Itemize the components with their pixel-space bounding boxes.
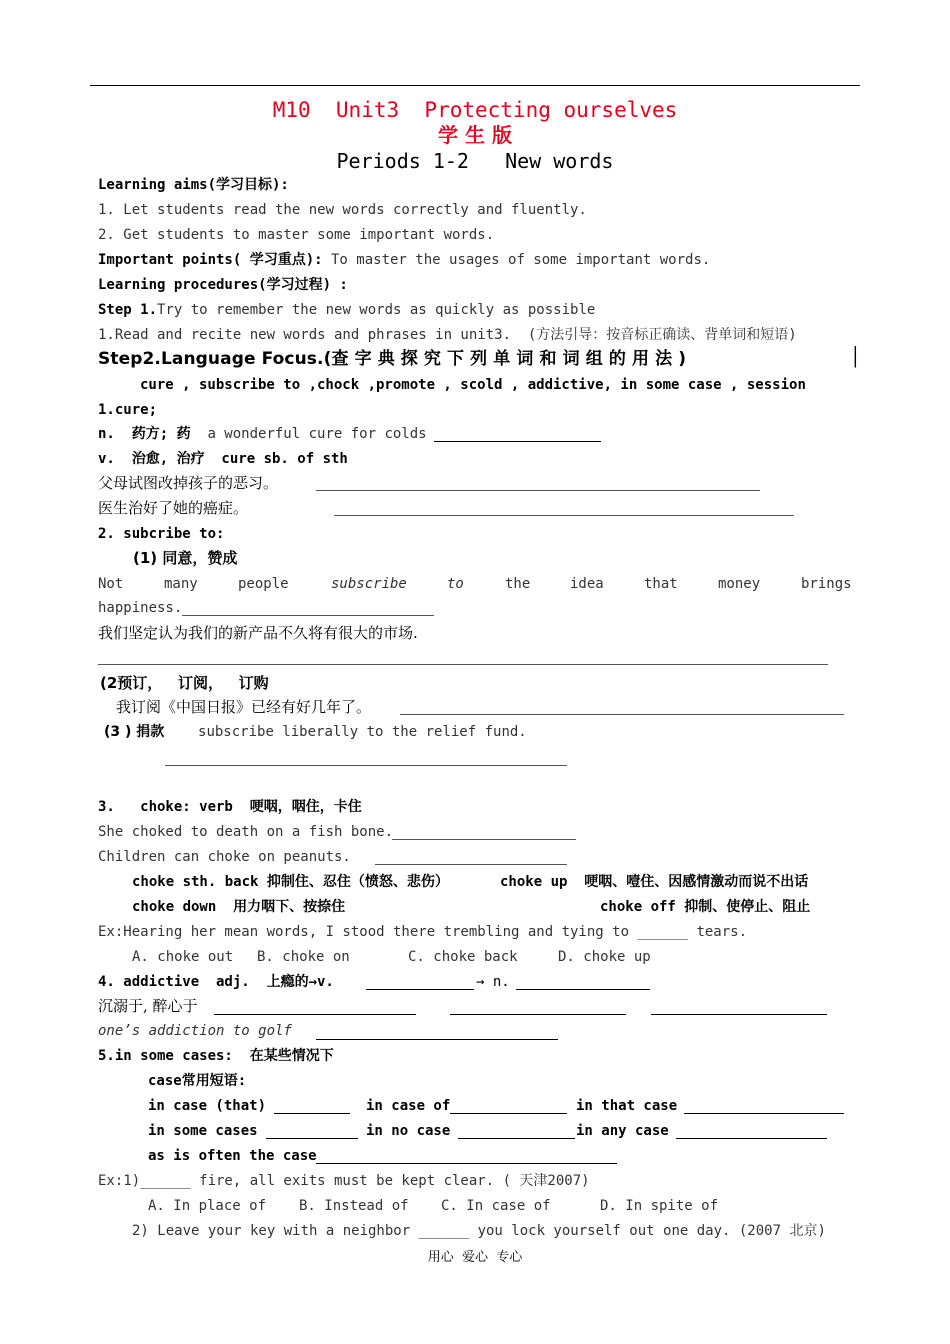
page-subtitle: 学 生 版 [438,123,512,147]
choke-phrase-1a: choke sth. back 抑制住、忍住（愤怒、悲伤） [132,874,449,890]
answer-blank[interactable] [266,1138,358,1139]
case-phrase: as is often the case [148,1148,317,1164]
step1-text: Try to remember the new words as quickly as possible [157,302,596,318]
case-phrase: in case (that) [148,1098,267,1114]
aims-label: Learning aims(学习目标): [98,177,289,193]
cure-heading: 1.cure; [98,402,158,418]
answer-blank[interactable] [316,490,760,491]
step2-bar: │ [850,347,861,368]
aim-1: 1. Let students read the new words correctly and fluently. [98,202,587,218]
answer-blank[interactable] [450,1113,567,1114]
step1-label: Step 1. [98,302,158,318]
choke-example-1: She choked to death on a fish bone. [98,824,394,840]
addictive-noun-arrow: → n. [476,974,510,990]
subscribe-example-word: many [164,576,198,592]
step1-item: 1.Read and recite new words and phrases in unit3. (方法引导：按音标正确读、背单词和短语) [98,327,797,343]
answer-blank[interactable] [316,1039,558,1040]
subscribe-example-word: the [505,576,531,592]
cases-option-b[interactable]: B. Instead of [299,1198,409,1214]
answer-blank[interactable] [450,1014,626,1015]
answer-blank[interactable] [375,864,567,865]
subscribe-heading: 2. subcribe to: [98,526,225,542]
addictive-en: one’s addiction to golf [98,1023,292,1039]
choke-heading: 3. choke: verb 哽咽，咽住，卡住 [98,799,362,815]
answer-blank[interactable] [651,1014,827,1015]
choke-phrase-2b: choke off 抑制、使停止、阻止 [600,899,811,915]
case-phrase: in some cases [148,1123,258,1139]
cure-noun-example: a wonderful cure for colds [207,426,427,442]
answer-blank[interactable] [684,1113,844,1114]
subscribe-example-word: Not [98,576,124,592]
page-footer: 用心 爱心 专心 [427,1250,523,1265]
cases-question-1: Ex:1)______ fire, all exits must be kept clear. ( 天津2007) [98,1173,590,1189]
addictive-zh: 沉溺于, 醉心于 [98,997,198,1015]
subscribe-example-3: subscribe liberally to the relief fund. [198,724,527,740]
page-title: M10 Unit3 Protecting ourselves [272,98,678,122]
answer-blank[interactable] [366,989,474,990]
answer-blank[interactable] [516,989,650,990]
subscribe-example-word: people [238,576,289,592]
points-text: To master the usages of some important words. [322,252,711,268]
step2-heading: Step2.Language Focus.(查 字 典 探 究 下 列 单 词 和 词 组 的 用 法 ) [98,349,687,369]
choke-question: Ex:Hearing her mean words, I stood there trembling and tying to ______ tears. [98,924,748,940]
subscribe-example-word: to [447,576,464,592]
choke-option-a[interactable]: A. choke out [132,949,234,965]
answer-blank[interactable] [392,839,576,840]
points-label: Important points( 学习重点): [98,252,323,268]
choke-option-d[interactable]: D. choke up [558,949,651,965]
answer-blank[interactable] [334,515,794,516]
subscribe-zh-1: 我们坚定认为我们的新产品不久将有很大的市场. [98,624,418,642]
step1 [98,303,595,317]
cases-question-2: 2) Leave your key with a neighbor ______ you lock yourself out one day. (2007 北京) [132,1223,826,1239]
cure-verb: v. 治愈, 治疗 cure sb. of sth [98,451,348,467]
important-points [98,253,710,267]
cases-heading: 5.in some cases: 在某些情况下 [98,1048,334,1064]
answer-blank[interactable] [274,1113,350,1114]
cases-option-a[interactable]: A. In place of [148,1198,267,1214]
case-phrase: in that case [576,1098,678,1114]
cure-noun [98,427,427,441]
answer-blank[interactable] [165,765,567,766]
choke-option-b[interactable]: B. choke on [257,949,350,965]
subscribe-zh-2: 我订阅《中国日报》已经有好几年了。 [116,698,372,716]
subscribe-example-word: subscribe [331,576,407,592]
answer-blank[interactable] [182,615,434,616]
step2-words: cure , subscribe to ,chock ,promote , scold , addictive, in some case , session [140,377,806,393]
aim-2: 2. Get students to master some important words. [98,227,495,243]
subscribe-example-word: brings [801,576,852,592]
period-heading: Periods 1-2 New words [336,149,614,173]
choke-phrase-1b: choke up 哽咽、噎住、因感情激动而说不出话 [500,874,809,890]
cure-noun-label: n. 药方; 药 [98,426,191,442]
answer-blank[interactable] [676,1138,827,1139]
subscribe-sense-3-line [104,725,527,739]
cases-sub: case常用短语: [148,1073,247,1089]
choke-option-c[interactable]: C. choke back [408,949,518,965]
subscribe-example-end: happiness. [98,600,183,616]
case-phrase: in case of [366,1098,451,1114]
subscribe-sense-3: (3 ) 捐款 [104,724,165,740]
subscribe-example-word: idea [570,576,604,592]
cases-option-c[interactable]: C. In case of [441,1198,551,1214]
case-phrase: in no case [366,1123,451,1139]
answer-blank[interactable] [98,664,828,665]
answer-blank[interactable] [400,714,844,715]
top-rule [90,85,860,86]
cure-zh-1: 父母试图改掉孩子的恶习。 [98,474,279,492]
subscribe-example-word: that [644,576,678,592]
cure-zh-2: 医生治好了她的癌症。 [98,499,249,517]
choke-phrase-2a: choke down 用力咽下、按捺住 [132,899,346,915]
answer-blank[interactable] [434,441,601,442]
addictive-heading: 4. addictive adj. 上瘾的→v. [98,974,334,990]
subscribe-example-word: money [718,576,761,592]
answer-blank[interactable] [214,1014,416,1015]
choke-example-2: Children can choke on peanuts. [98,849,351,865]
subscribe-sense-2: (2预订， 订阅， 订购 [100,674,269,692]
answer-blank[interactable] [316,1163,617,1164]
subscribe-sense-1: (1) 同意，赞成 [133,549,238,567]
answer-blank[interactable] [458,1138,575,1139]
case-phrase: in any case [576,1123,669,1139]
cases-option-d[interactable]: D. In spite of [600,1198,719,1214]
procedures-label: Learning procedures(学习过程) : [98,277,348,293]
